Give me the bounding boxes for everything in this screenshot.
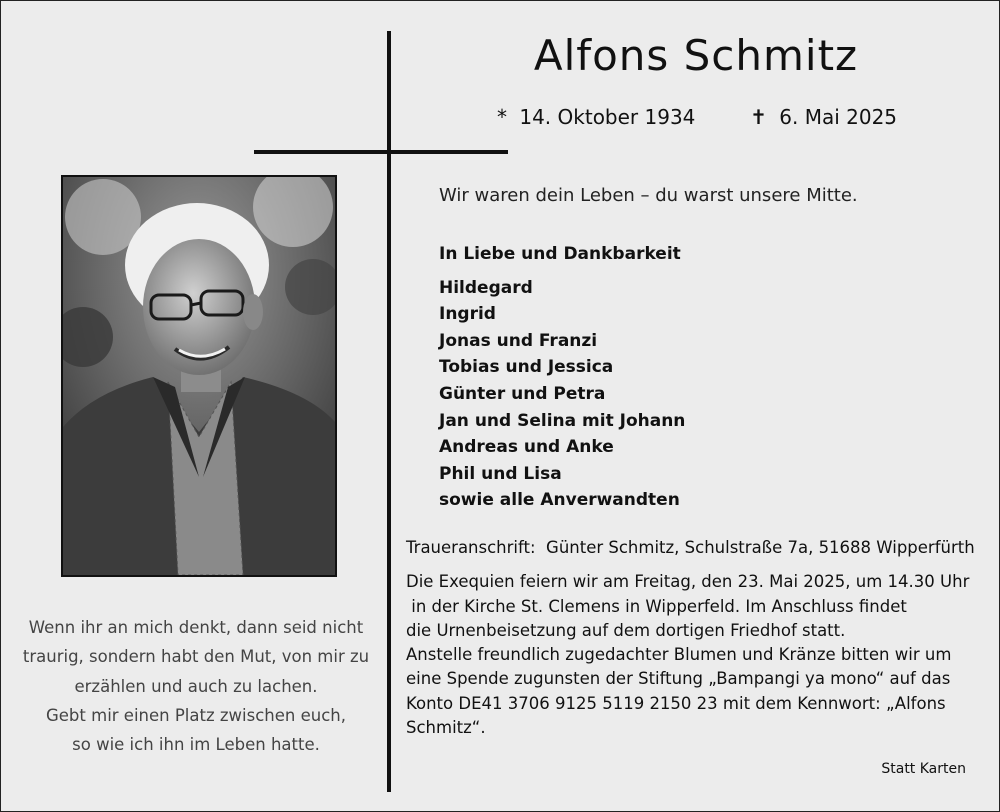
quote-line: traurig, sondern habt den Mut, von mir zu [22,647,370,667]
deceased-name: Alfons Schmitz [533,31,859,80]
funeral-info [406,536,986,740]
cross-horizontal-bar [254,150,508,154]
birth-star-icon: * [497,105,507,129]
family-member: Jonas und Franzi [439,330,598,351]
statt-karten-note: Statt Karten [881,761,966,777]
death-date: 6. Mai 2025 [779,105,898,129]
death-cross-icon: ✝ [750,105,767,129]
service-line: Die Exequien feiern wir am Freitag, den 23. Mai 2025, um 14.30 Uhr [406,572,970,592]
quote-line: Gebt mir einen Platz zwischen euch, [46,705,346,725]
family-list [439,241,685,514]
mourning-address: Traueranschrift: Günter Schmitz, Schulstraße 7a, 51688 Wipperfürth [406,538,975,557]
quote-line: so wie ich ihn im Leben hatte. [72,735,320,755]
life-dates [497,105,903,129]
family-member: Hildegard [439,277,533,298]
family-member: Phil und Lisa [439,463,562,484]
family-member: Jan und Selina mit Johann [439,410,686,431]
family-member: Tobias und Jessica [439,357,614,378]
family-member: Günter und Petra [439,383,606,404]
birth-date: 14. Oktober 1934 [519,105,696,129]
family-member: Andreas und Anke [439,437,614,458]
donation-line: Konto DE41 3706 9125 5119 2150 23 mit dem Kennwort: „Alfons [406,693,946,713]
farewell-quote [13,613,379,759]
motto: Wir waren dein Leben – du warst unsere Mitte. [439,185,858,206]
donation-line: eine Spende zugunsten der Stiftung „Bampangi ya mono“ auf das [406,669,951,689]
portrait-illustration [63,177,335,575]
donation-line: Anstelle freundlich zugedachter Blumen und Kränze bitten wir um [406,645,952,665]
cross-vertical-bar [387,31,391,792]
quote-line: Wenn ihr an mich denkt, dann seid nicht [28,618,364,637]
family-intro: In Liebe und Dankbarkeit [439,244,681,264]
family-member: Ingrid [439,304,496,325]
quote-line: erzählen und auch zu lachen. [74,676,318,696]
portrait-photo [61,175,337,577]
service-line: die Urnenbeisetzung auf dem dortigen Friedhof statt. [406,620,846,640]
donation-line: Schmitz“. [406,718,486,738]
family-member: sowie alle Anverwandten [439,490,680,511]
service-line: in der Kirche St. Clemens in Wipperfeld. Im Anschluss findet [406,596,907,616]
